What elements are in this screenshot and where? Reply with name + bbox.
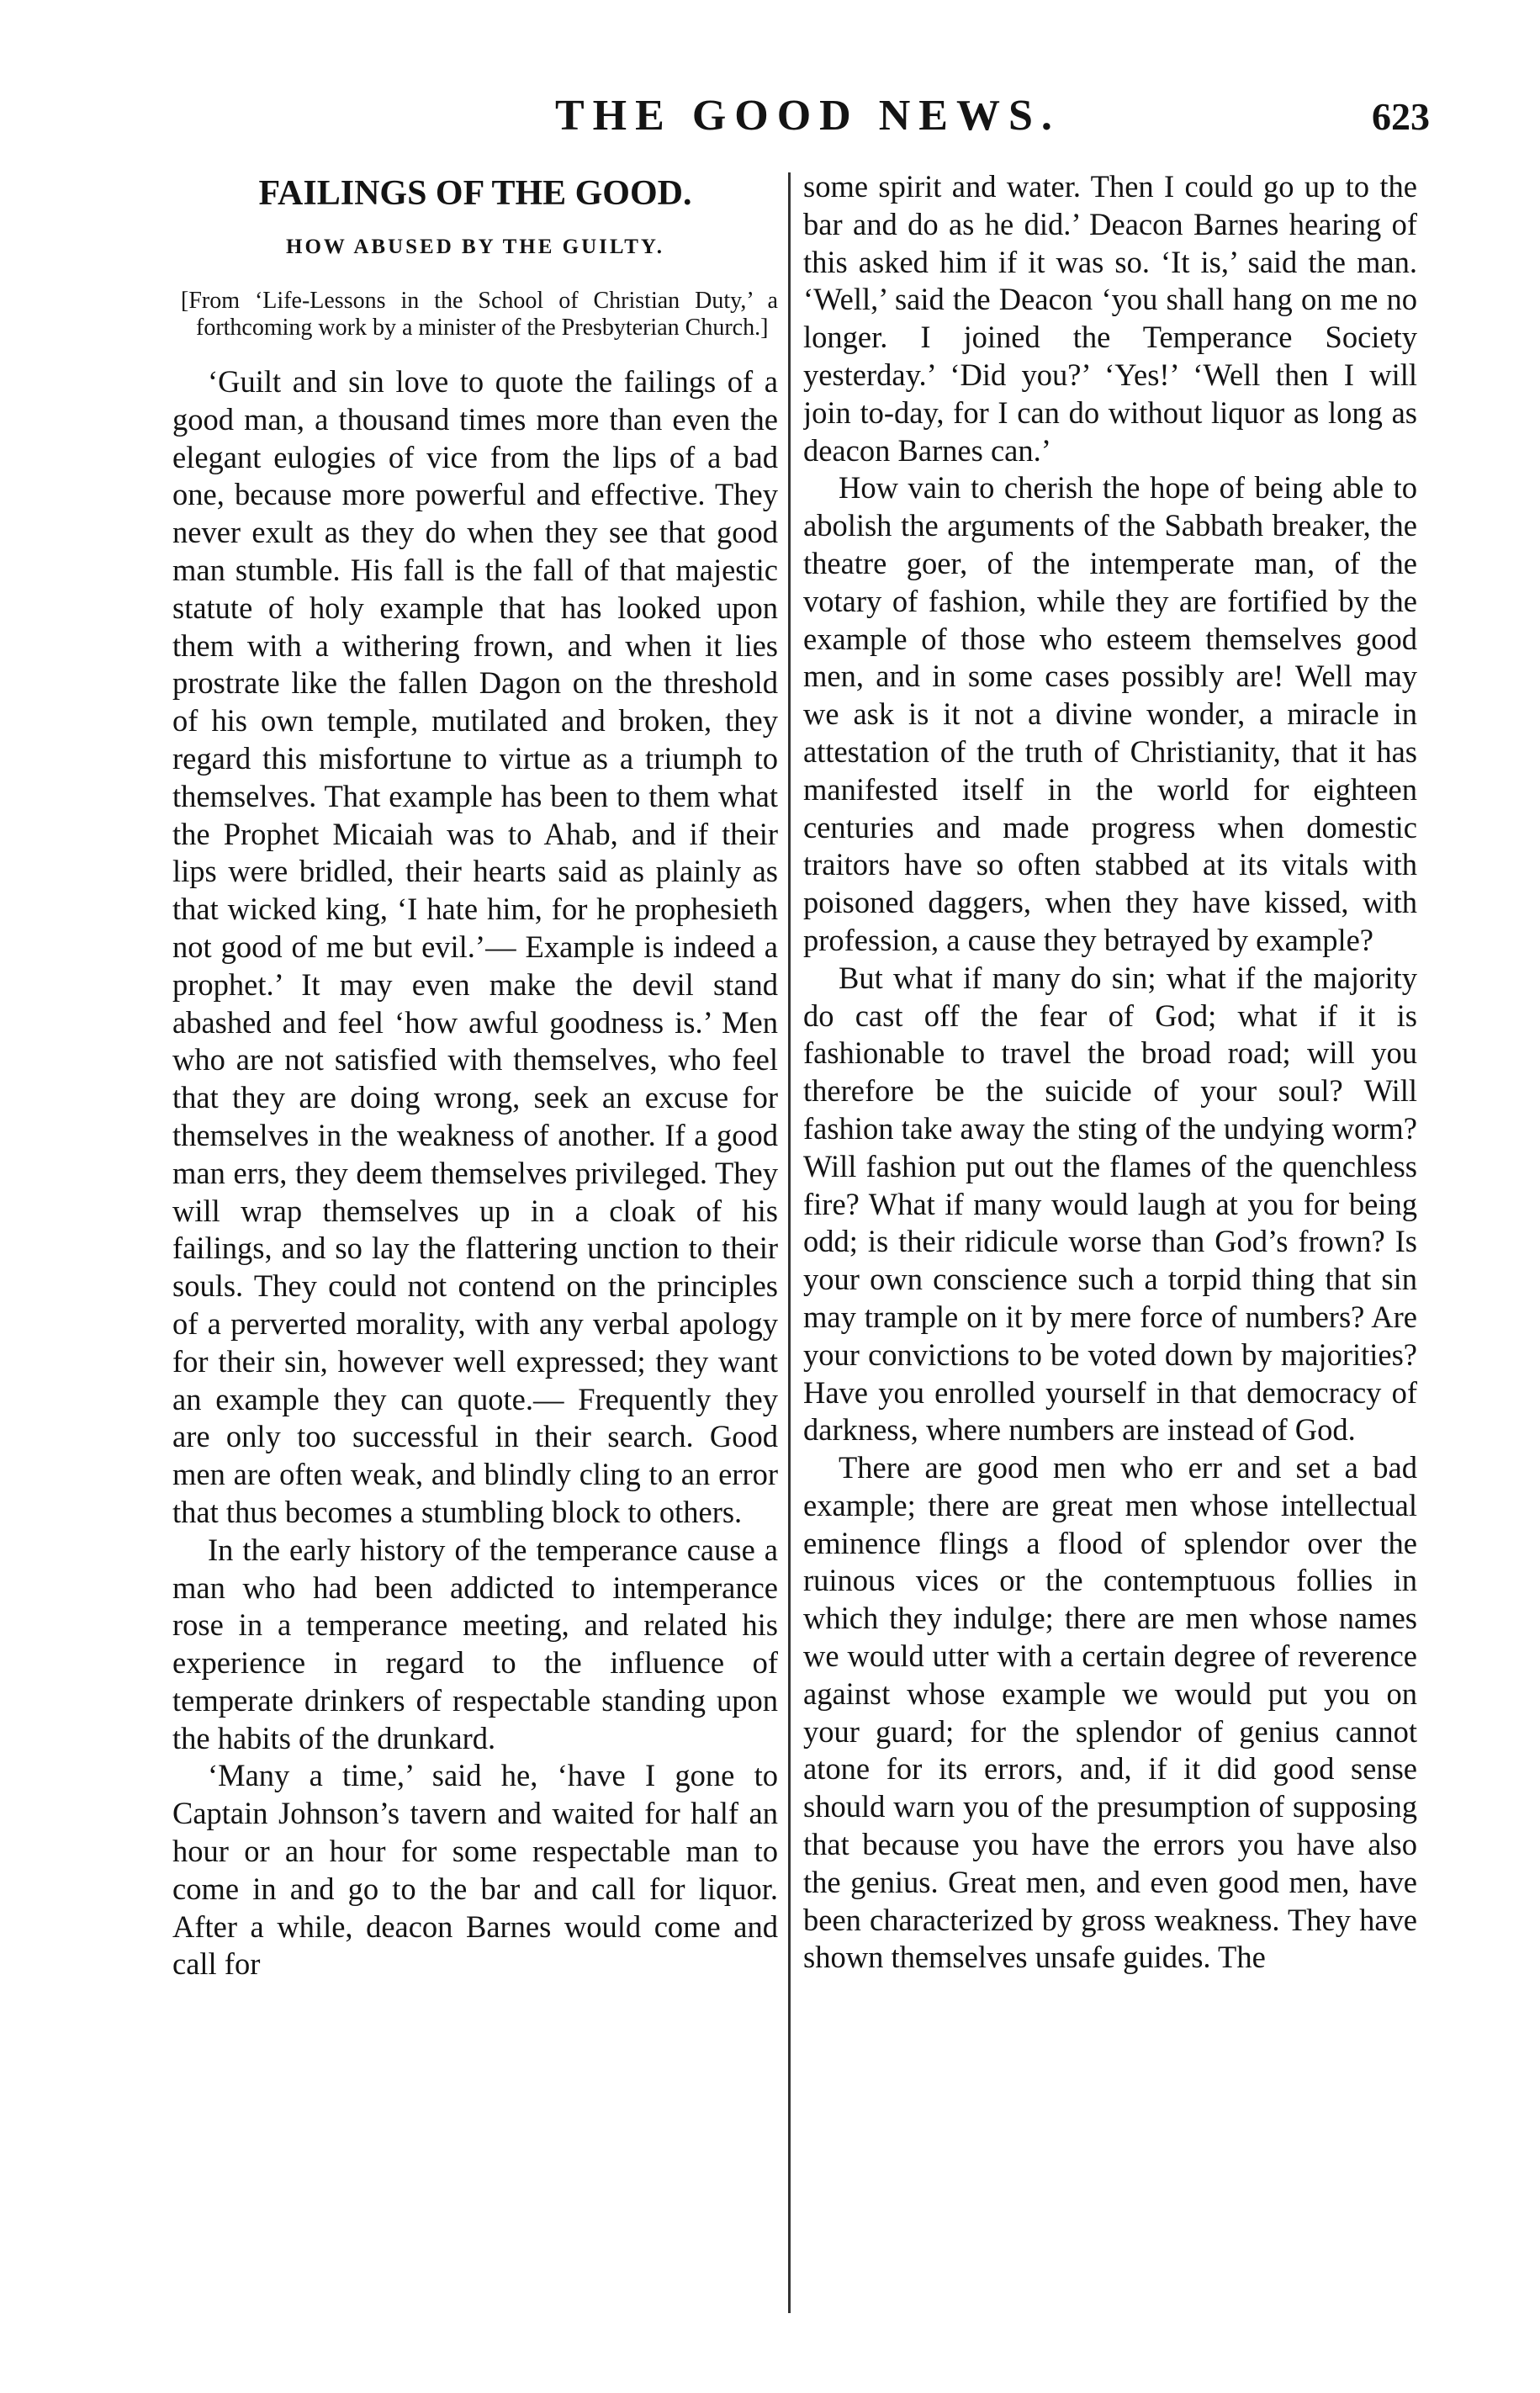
right-column — [803, 168, 1417, 2322]
paragraph: But what if many do sin; what if the majority do cast off the fear of God; what if it is fashionable to travel the broad road; will you therefore be the suicide of your soul? Will fashion take away the sting of the undying worm? Will fashion put out the flames of the quenchless fire? What if many would laugh at you for being odd; is their ridicule worse than God’s frown? Is your own conscience such a torpid thing that sin may trample on it by mere force of numbers? Are your convictions to be voted down by majorities? Have you enrolled yourself in that democracy of darkness, where numbers are instead of God. — [803, 960, 1417, 1448]
paragraph: There are good men who err and set a bad example; there are great men whose intellectual eminence flings a flood of splendor over the ruinous vices or the contemptuous follies in which they indulge; there are men whose names we would utter with a certain degree of reverence against whose example we would put you on your guard; for the splendor of genius cannot atone for its errors, and, if it did good sense should warn you of the presumption of supposing that because you have the errors you have also the genius. Great men, and even good men, have been characterized by gross weakness. They have shown themselves unsafe guides. The — [803, 1450, 1417, 1975]
column-divider — [788, 172, 791, 2313]
article-subtitle: HOW ABUSED BY THE GUILTY. — [286, 236, 664, 258]
publication-title: THE GOOD NEWS. — [555, 92, 1061, 140]
article-title: FAILINGS OF THE GOOD. — [258, 174, 692, 213]
page-number: 623 — [1372, 95, 1430, 138]
paragraph: some spirit and water. Then I could go up to the bar and do as he did.’ Deacon Barnes hearing of this asked him if it was so. ‘It is,’ said the man. ‘Well,’ said the Deacon ‘you shall hang on me no longer. I joined the Temperance Society yesterday.’ ‘Did you?’ ‘Yes!’ ‘Well then I will join to-day, for I can do without liquor as long as deacon Barnes can.’ — [803, 169, 1417, 468]
paragraph: How vain to cherish the hope of being able to abolish the arguments of the Sabbath breaker, the theatre goer, of the intemperate man, of the votary of fashion, while they are fortified by the example of those who esteem themselves good men, and in some cases possibly are! Well may we ask is it not a divine wonder, a miracle in attestation of the truth of Christianity, that it has manifested itself in the world for eighteen centuries and made progress when domestic traitors have so often stabbed at its vitals with poisoned daggers, when they have kissed, with profession, a cause they betrayed by example? — [803, 470, 1417, 957]
left-column — [172, 168, 778, 2322]
paragraph: ‘Guilt and sin love to quote the failings of a good man, a thousand times more than even the elegant eulogies of vice from the lips of a bad one, because more powerful and effective. They never exult as they do when they see that good man stumble. His fall is the fall of that majestic statute of holy example that has looked upon them with a withering frown, and when it lies prostrate like the fallen Dagon on the threshold of his own temple, mutilated and broken, they regard this misfortune to virtue as a triumph to themselves. That example has been to them what the Prophet Micaiah was to Ahab, and if their lips were bridled, their hearts said as plainly as that wicked king, ‘I hate him, for he prophesieth not good of me but evil.’— Example is indeed a prophet.’ It may even make the devil stand abashed and feel ‘how awful goodness is.’ Men who are not satisfied with themselves, who feel that they are doing wrong, seek an excuse for themselves in the weakness of another. If a good man errs, they deem themselves privileged. They will wrap themselves up in a cloak of his failings, and so lay the flattering unction to their souls. They could not contend on the principles of a perverted morality, with any verbal apology for their sin, however well expressed; they want an example they can quote.— Frequently they are only too successful in their search. Good men are often weak, and blindly cling to an error that thus becomes a stumbling block to others. — [172, 364, 778, 1529]
paragraph: ‘Many a time,’ said he, ‘have I gone to Captain Johnson’s tavern and waited for half an hour or an hour for some respectable man to come in and go to the bar and call for liquor. After a while, deacon Barnes would come and call for — [172, 1758, 778, 1982]
source-note: [From ‘Life-Lessons in the School of Christian Duty,’ a forthcoming work by a minister of the Presbyterian Church.] — [181, 288, 778, 341]
paragraph: In the early history of the temperance cause a man who had been addicted to intemperance rose in a temperance meeting, and related his experience in regard to the influence of temperate drinkers of respectable standing upon the habits of the drunkard. — [172, 1532, 778, 1755]
running-head — [555, 91, 1430, 150]
